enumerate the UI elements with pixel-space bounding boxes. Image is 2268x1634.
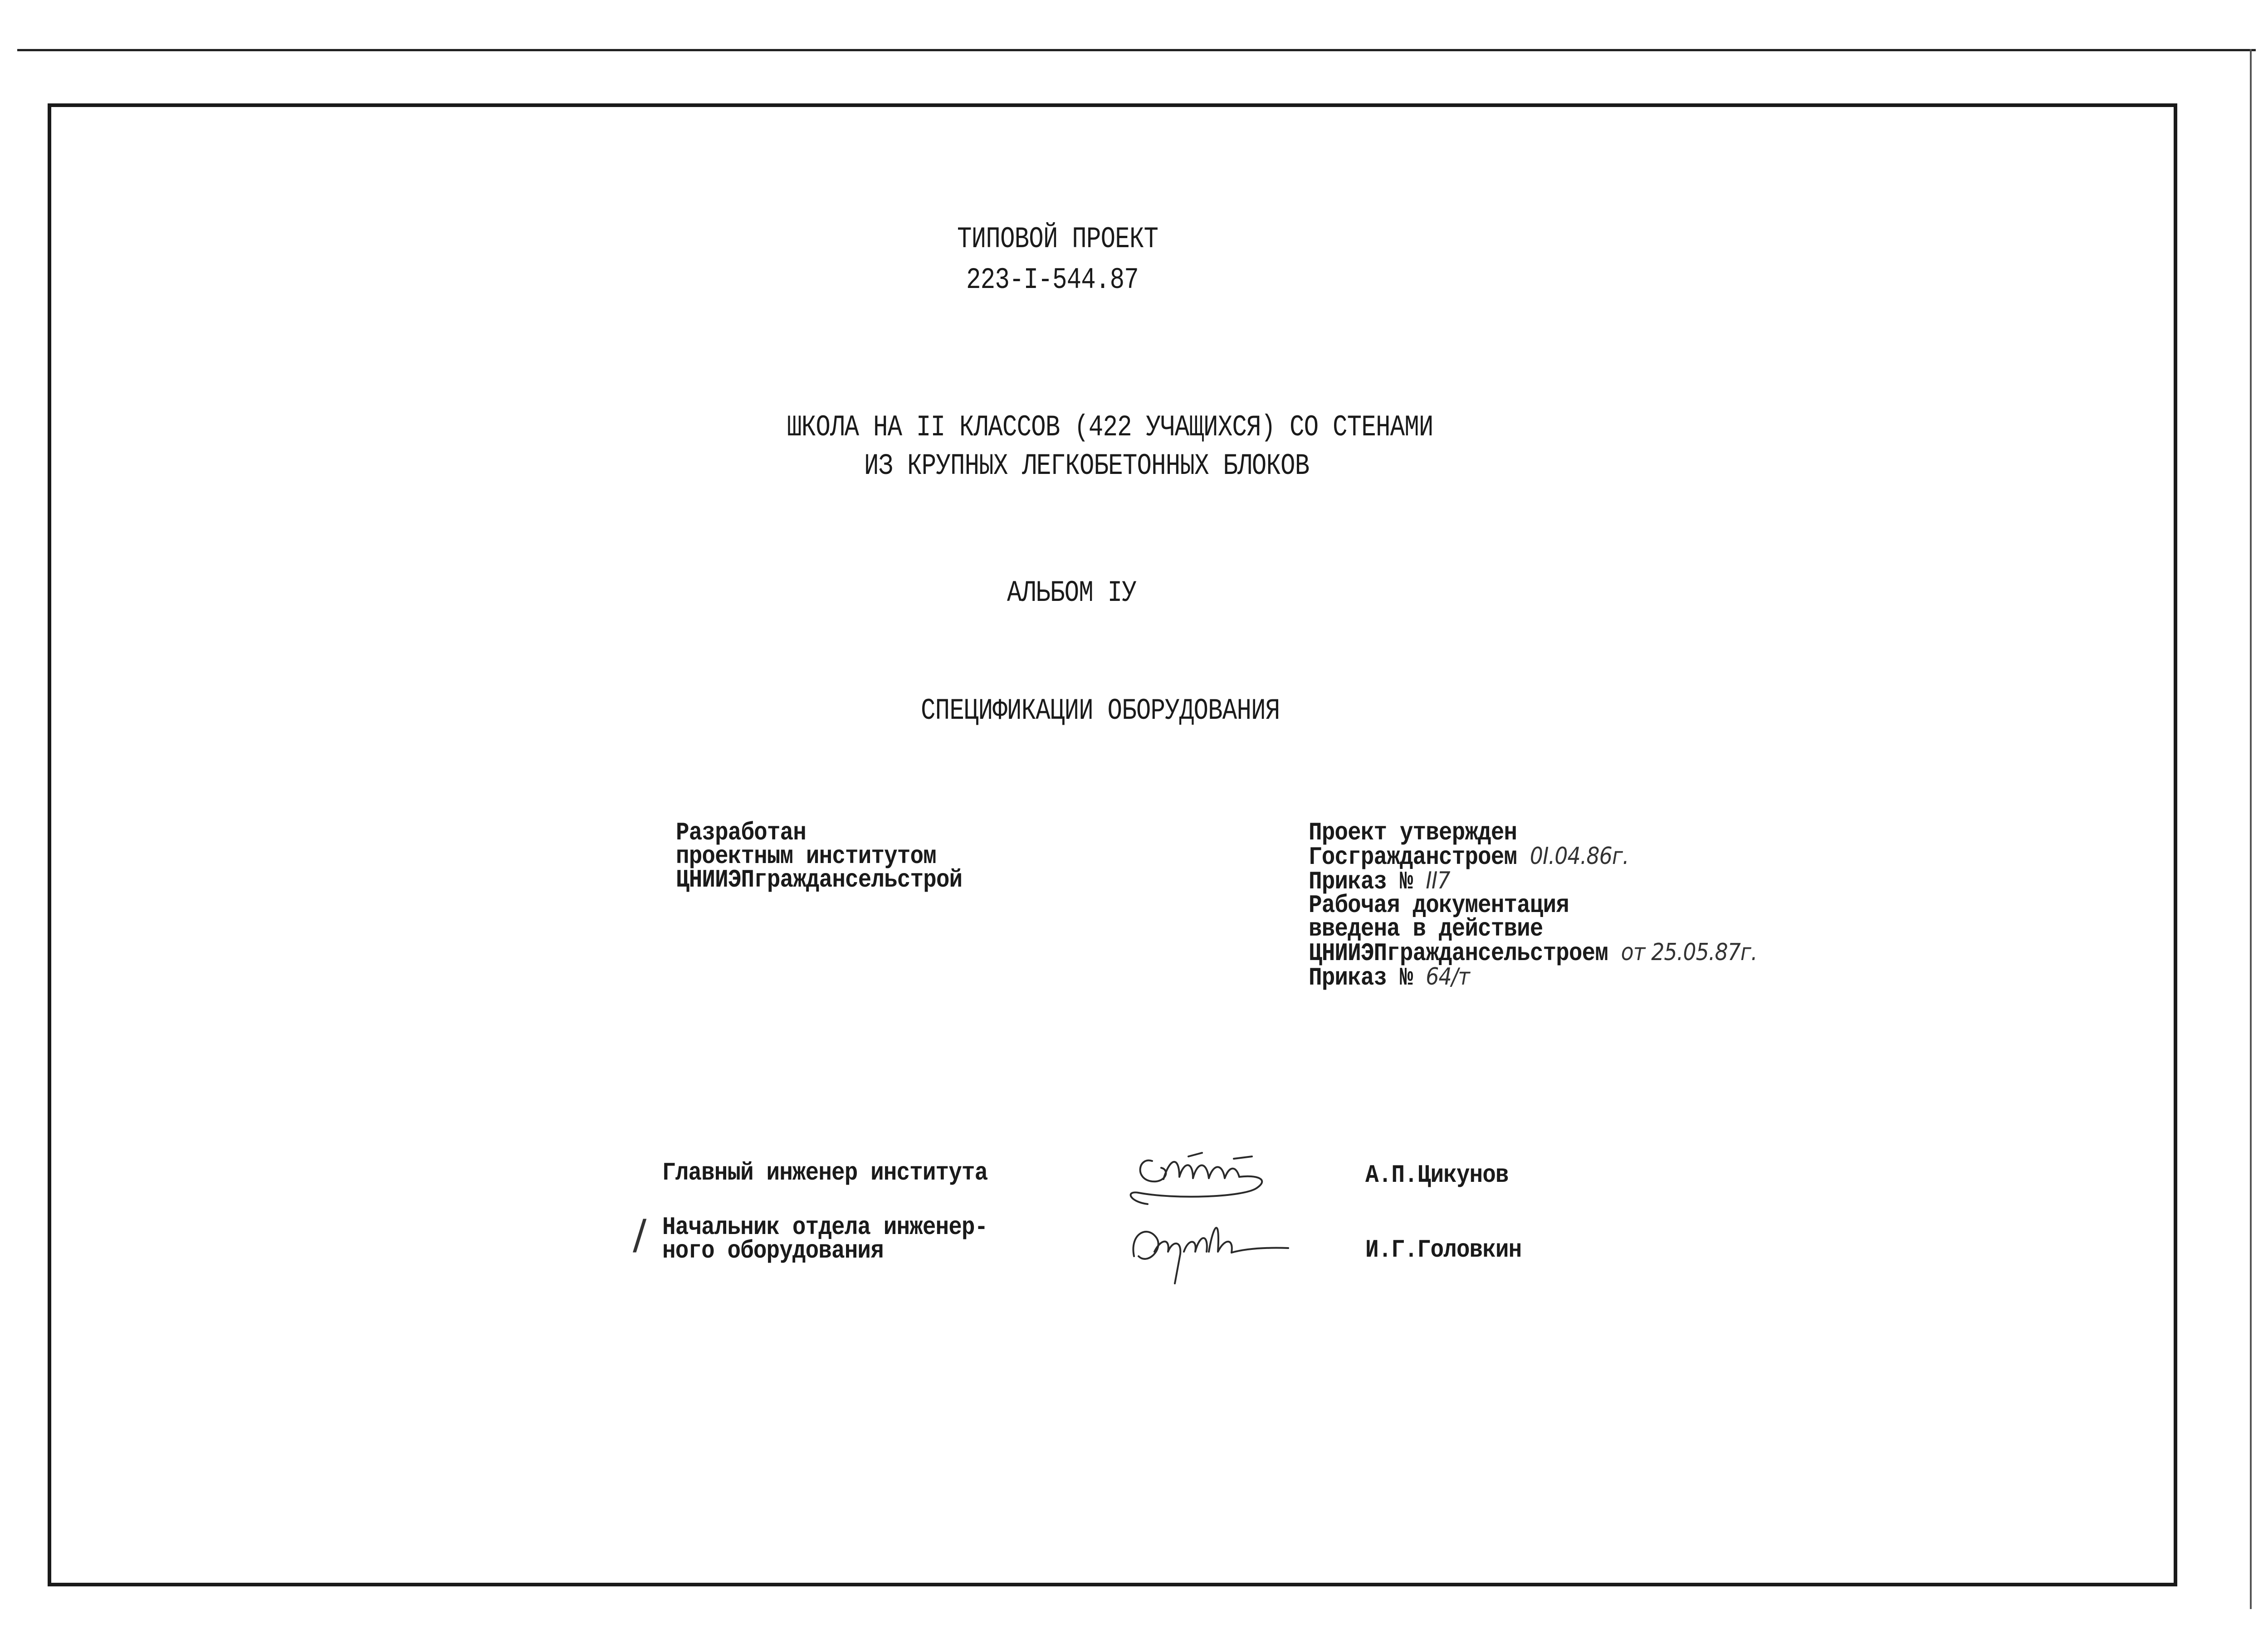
approval-line6 (1309, 939, 1757, 968)
project-title-line2: ИЗ КРУПНЫХ ЛЕГКОБЕТОННЫХ БЛОКОВ (864, 449, 1310, 483)
role2-line1: Начальник отдела инженер- (662, 1213, 988, 1242)
margin-slash-mark: / (633, 1211, 647, 1258)
project-number: 223-I-544.87 (966, 263, 1139, 297)
section-title: СПЕЦИФИКАЦИИ ОБОРУДОВАНИЯ (921, 694, 1280, 728)
right-border-line (2250, 49, 2252, 1609)
approval-line7 (1309, 965, 1757, 990)
signature-department-head (1120, 1206, 1311, 1288)
document-type-label: ТИПОВОЙ ПРОЕКТ (957, 222, 1158, 256)
top-border-line (17, 49, 2256, 51)
developed-line3: ЦНИИЭПграждансельстрой (676, 865, 963, 894)
approval-date: 0I.04.86г. (1530, 843, 1629, 870)
project-title-line1: ШКОЛА НА II КЛАССОВ (422 УЧАЩИХСЯ) СО СТЕНАМИ (787, 410, 1433, 444)
approval-block (1309, 818, 1757, 992)
developed-by-block (676, 818, 963, 894)
approval-line3 (1309, 867, 1757, 896)
role-chief-engineer: Главный инженер института (662, 1158, 988, 1187)
order2-label: Приказ № (1309, 963, 1413, 992)
role2-line2: ного оборудования (662, 1236, 884, 1265)
approval-line5: введена в действие (1309, 914, 1543, 943)
implementing-authority: ЦНИИЭПграждансельстроем (1309, 939, 1608, 968)
name-chief-engineer: А.П.Цикунов (1365, 1161, 1509, 1190)
order-number: II7 (1426, 867, 1450, 894)
order-label: Приказ № (1309, 867, 1413, 896)
role-department-head (662, 1215, 987, 1263)
album-label: АЛЬБОМ IУ (1007, 576, 1136, 610)
implementation-date: от 25.05.87г. (1621, 939, 1757, 966)
name-department-head: И.Г.Головкин (1365, 1235, 1522, 1264)
order2-number: 64/т (1426, 963, 1470, 990)
drawing-frame (48, 103, 2177, 1586)
developed-line2: проектным институтом (676, 842, 936, 871)
approval-line1: Проект утвержден (1309, 818, 1517, 847)
developed-line1: Разработан (676, 818, 806, 847)
approval-line2 (1309, 843, 1757, 872)
approval-authority: Госгражданстроем (1309, 843, 1517, 872)
approval-line4: Рабочая документация (1309, 891, 1569, 920)
